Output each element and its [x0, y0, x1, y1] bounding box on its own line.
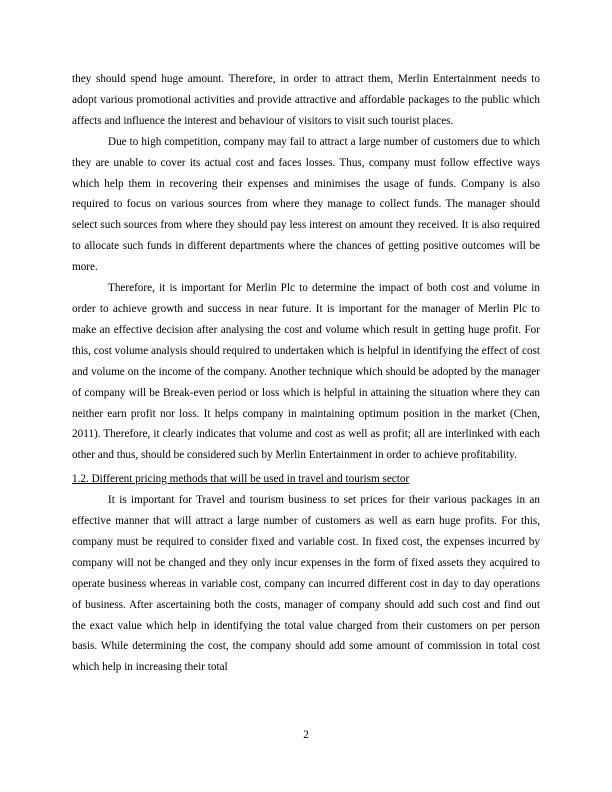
body-paragraph-3: Therefore, it is important for Merlin Plc to determine the impact of both cost and volume in order to achieve growth and success in near future. It is important for the manager of Merlin Plc to make an effective decision after analysing the cost and volume which result in getting huge profit. For this, cost volume analysis should required to undertaken which is helpful in identifying the effect of cost and volume on the income of the company. Another technique which should be adopted by the manager of company will be Break-even period or loss which is helpful in attaining the situation where they can neither earn profit nor loss. It helps company in maintaining optimum position in the market (Chen, 2011). Therefore, it clearly indicates that volume and cost as well as profit; all are interlinked with each other and thus, should be considered such by Merlin Entertainment in order to achieve profitability.: [72, 282, 540, 462]
section-heading: 1.2. Different pricing methods that will be used in travel and tourism sector: [72, 473, 410, 486]
section-paragraph: It is important for Travel and tourism business to set prices for their various packages in an effective manner that will attract a large number of customers as well as earn huge profits. For this, company must be required to consider fixed and variable cost. In fixed cost, the expenses incurred by company will not be changed and they only incur expenses in the form of fixed assets they acquired to operate business whereas in variable cost, company can incurred different cost in day to day operations of business. After ascertaining both the costs, manager of company should add such cost and find out the exact value which help in identifying the total value charged from their customers on per person basis. While determining the cost, the company should add some amount of commission in total cost which help in increasing their total: [72, 494, 540, 674]
document-page: [72, 69, 540, 678]
body-paragraph-2: Due to high competition, company may fail to attract a large number of customers due to which they are unable to cover its actual cost and faces losses. Thus, company must follow effective ways which help them in recovering their expenses and minimises the usage of funds. Company is also required to focus on various sources from where they manage to collect funds. The manager should select such sources from where they should pay less interest on amount they received. It is also required to allocate such funds in different departments where the chances of getting positive outcomes will be more.: [72, 135, 540, 274]
page-number: 2: [303, 729, 309, 741]
body-paragraph-1: they should spend huge amount. Therefore, in order to attract them, Merlin Entertainment needs to adopt various promotional activities and provide attractive and affordable packages to the public which affects and influence the interest and behaviour of visitors to visit such tourist places.: [72, 73, 540, 127]
